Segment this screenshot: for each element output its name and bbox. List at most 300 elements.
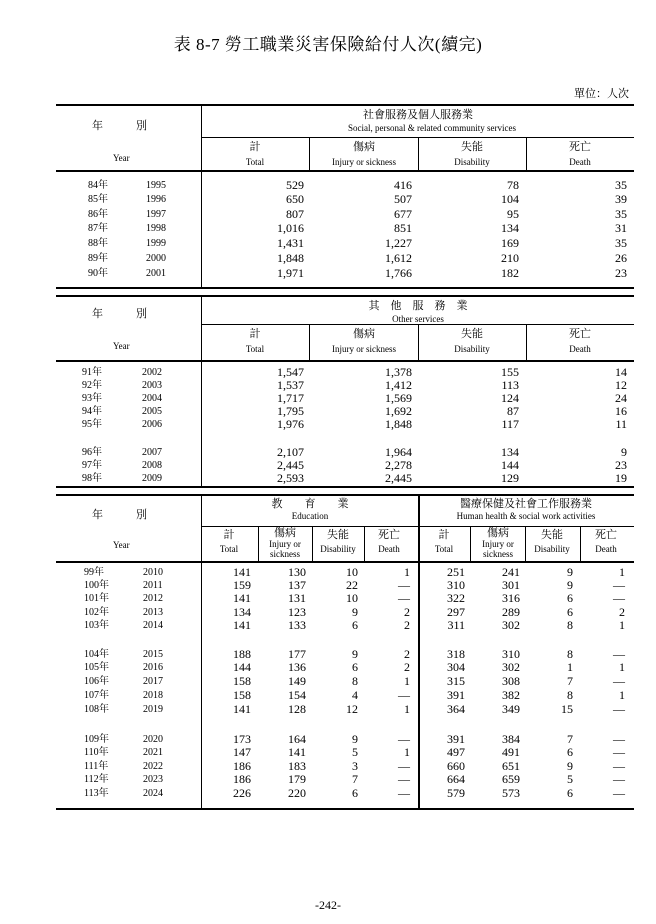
col-header-injury-zh: 傷病: [487, 527, 509, 539]
section-title-zh: 社會服務及個人服務業: [363, 109, 473, 121]
row-year-ad: 1998: [146, 223, 166, 234]
row-year-ad: 2006: [142, 419, 162, 430]
data-cell-edu-disability: 9: [352, 605, 358, 619]
data-cell-death: 24: [615, 391, 627, 405]
data-cell-total: 1,971: [277, 266, 304, 280]
data-cell-health-disability: 8: [567, 647, 573, 661]
row-year-roc: 98年: [82, 473, 102, 484]
section-bottom-rule: [56, 808, 634, 810]
data-cell-health-death: 1: [619, 618, 625, 632]
data-cell-edu-death: —: [398, 786, 410, 800]
data-cell-edu-death: 1: [404, 702, 410, 716]
row-year-ad: 2008: [142, 460, 162, 471]
page-title: 表 8-7 勞工職業災害保險給付人次(續完): [173, 35, 483, 54]
data-cell-edu-death: —: [398, 591, 410, 605]
data-cell-edu-total: 158: [233, 688, 251, 702]
data-cell-injury: 2,278: [385, 458, 412, 472]
data-cell-edu-injury: 154: [288, 688, 306, 702]
data-cell-edu-injury: 123: [288, 605, 306, 619]
data-cell-health-death: 2: [619, 605, 625, 619]
data-cell-edu-total: 144: [233, 660, 251, 674]
row-year-ad: 2020: [143, 734, 163, 745]
data-cell-health-disability: 9: [567, 565, 573, 579]
data-cell-edu-total: 134: [233, 605, 251, 619]
data-cell-disability: 117: [501, 417, 519, 431]
data-cell-health-death: 1: [619, 660, 625, 674]
header-bottom-rule: [56, 360, 634, 362]
data-cell-disability: 113: [501, 378, 519, 392]
data-cell-edu-injury: 133: [288, 618, 306, 632]
data-cell-injury: 1,412: [385, 378, 412, 392]
data-cell-health-injury: 384: [502, 732, 520, 746]
col-header-disability-en: Disability: [534, 544, 570, 554]
header-bottom-rule: [56, 561, 634, 563]
col-header-death-zh: 死亡: [569, 141, 591, 153]
data-cell-health-disability: 6: [567, 591, 573, 605]
section-title-en: Social, personal & related community services: [348, 123, 516, 133]
data-cell-edu-disability: 6: [352, 618, 358, 632]
row-year-ad: 2022: [143, 761, 163, 772]
data-cell-edu-disability: 6: [352, 660, 358, 674]
data-cell-edu-disability: 8: [352, 674, 358, 688]
data-cell-health-death: —: [613, 591, 625, 605]
year-header-en: Year: [113, 153, 130, 163]
data-cell-health-injury: 349: [502, 702, 520, 716]
data-cell-edu-injury: 141: [288, 745, 306, 759]
col-header-total-en: Total: [245, 344, 265, 354]
col-header-death-zh: 死亡: [378, 529, 400, 541]
data-cell-injury: 1,227: [385, 236, 412, 250]
education-title-zh: 教 育 業: [271, 498, 349, 510]
section-title-en: Other services: [392, 314, 444, 324]
health-title-en: Human health & social work activities: [456, 511, 596, 521]
data-cell-injury: 1,378: [385, 365, 412, 379]
row-year-roc: 91年: [82, 367, 102, 378]
data-cell-edu-total: 147: [233, 745, 251, 759]
row-year-roc: 112年: [84, 774, 109, 785]
data-cell-edu-total: 141: [233, 618, 251, 632]
data-cell-edu-death: 2: [404, 605, 410, 619]
data-cell-injury: 1,964: [385, 445, 412, 459]
row-year-roc: 109年: [84, 734, 109, 745]
data-cell-health-death: —: [613, 786, 625, 800]
row-year-ad: 2016: [143, 662, 163, 673]
data-cell-edu-injury: 183: [288, 759, 306, 773]
data-cell-edu-disability: 12: [346, 702, 358, 716]
data-cell-health-death: —: [613, 772, 625, 786]
col-header-injury-zh: 傷病: [353, 328, 375, 340]
data-cell-edu-disability: 9: [352, 732, 358, 746]
data-cell-edu-total: 188: [233, 647, 251, 661]
data-cell-edu-injury: 137: [288, 578, 306, 592]
education-title-en: Education: [291, 511, 329, 521]
data-cell-edu-death: 1: [404, 565, 410, 579]
data-cell-edu-death: —: [398, 688, 410, 702]
row-year-roc: 96年: [82, 447, 102, 458]
col-header-total-en: Total: [434, 544, 454, 554]
data-cell-disability: 169: [501, 236, 519, 250]
data-cell-edu-injury: 164: [288, 732, 306, 746]
year-header-zh: 年 別: [92, 308, 147, 320]
data-cell-edu-total: 186: [233, 772, 251, 786]
data-cell-health-injury: 651: [502, 759, 520, 773]
data-cell-total: 2,445: [277, 458, 304, 472]
data-cell-edu-total: 141: [233, 565, 251, 579]
row-year-roc: 104年: [84, 649, 109, 660]
col-header-injury-en: Injury or sickness: [332, 157, 396, 167]
section-top-rule: [56, 494, 634, 496]
row-year-roc: 92年: [82, 380, 102, 391]
data-cell-health-injury: 289: [502, 605, 520, 619]
data-cell-disability: 144: [501, 458, 519, 472]
row-year-roc: 97年: [82, 460, 102, 471]
data-cell-health-injury: 302: [502, 618, 520, 632]
data-cell-edu-total: 141: [233, 591, 251, 605]
year-column-divider: [201, 104, 202, 287]
data-cell-health-injury: 316: [502, 591, 520, 605]
row-year-roc: 103年: [84, 620, 109, 631]
data-cell-injury: 2,445: [385, 471, 412, 485]
row-year-ad: 2023: [143, 774, 163, 785]
row-year-ad: 2021: [143, 747, 163, 758]
data-cell-health-total: 315: [447, 674, 465, 688]
data-cell-edu-injury: 179: [288, 772, 306, 786]
data-cell-edu-injury: 177: [288, 647, 306, 661]
year-header-en: Year: [113, 540, 130, 550]
data-cell-health-total: 311: [447, 618, 465, 632]
data-cell-health-death: —: [613, 759, 625, 773]
row-year-ad: 2005: [142, 406, 162, 417]
col-header-disability-en: Disability: [454, 344, 490, 354]
col-header-death-zh: 死亡: [569, 328, 591, 340]
row-year-roc: 108年: [84, 704, 109, 715]
data-cell-health-total: 660: [447, 759, 465, 773]
data-cell-health-disability: 6: [567, 605, 573, 619]
row-year-roc: 94年: [82, 406, 102, 417]
data-cell-injury: 416: [394, 178, 412, 192]
data-cell-health-total: 297: [447, 605, 465, 619]
data-cell-edu-death: 1: [404, 674, 410, 688]
col-header-disability-zh: 失能: [461, 141, 483, 153]
page-number: -242-: [315, 898, 341, 912]
row-year-roc: 88年: [88, 238, 108, 249]
col-header-injury-en-1: Injury or: [482, 539, 514, 549]
data-cell-disability: 78: [507, 178, 519, 192]
data-cell-disability: 155: [501, 365, 519, 379]
data-cell-edu-disability: 10: [346, 591, 358, 605]
data-cell-edu-disability: 9: [352, 647, 358, 661]
row-year-ad: 2009: [142, 473, 162, 484]
data-cell-health-disability: 9: [567, 578, 573, 592]
data-cell-death: 35: [615, 236, 627, 250]
data-cell-injury: 1,766: [385, 266, 412, 280]
data-cell-health-injury: 310: [502, 647, 520, 661]
data-cell-health-disability: 9: [567, 759, 573, 773]
section-top-rule: [56, 295, 634, 297]
data-cell-disability: 134: [501, 445, 519, 459]
row-year-ad: 2015: [143, 649, 163, 660]
data-cell-death: 12: [615, 378, 627, 392]
col-header-death-en: Death: [569, 344, 591, 354]
col-header-total-en: Total: [219, 544, 239, 554]
data-cell-edu-disability: 4: [352, 688, 358, 702]
data-cell-injury: 1,612: [385, 251, 412, 265]
row-year-roc: 110年: [84, 747, 109, 758]
data-cell-disability: 129: [501, 471, 519, 485]
col-header-injury-en-1: Injury or: [269, 539, 301, 549]
row-year-ad: 2018: [143, 690, 163, 701]
health-title-zh: 醫療保健及社會工作服務業: [460, 498, 592, 510]
row-year-roc: 107年: [84, 690, 109, 701]
data-cell-health-death: —: [613, 647, 625, 661]
col-header-disability-zh: 失能: [327, 529, 349, 541]
row-year-roc: 84年: [88, 180, 108, 191]
row-year-ad: 2011: [143, 580, 163, 591]
row-year-ad: 2000: [146, 253, 166, 264]
data-cell-health-total: 251: [447, 565, 465, 579]
row-year-ad: 2024: [143, 788, 163, 799]
row-year-roc: 95年: [82, 419, 102, 430]
year-column-divider: [201, 295, 202, 486]
data-cell-edu-injury: 128: [288, 702, 306, 716]
data-cell-total: 1,976: [277, 417, 304, 431]
data-cell-total: 1,431: [277, 236, 304, 250]
row-year-roc: 85年: [88, 194, 108, 205]
data-cell-health-injury: 491: [502, 745, 520, 759]
data-cell-disability: 104: [501, 192, 519, 206]
data-cell-edu-death: —: [398, 732, 410, 746]
row-year-roc: 89年: [88, 253, 108, 264]
section-top-rule: [56, 104, 634, 106]
data-cell-disability: 134: [501, 221, 519, 235]
col-header-total-en: Total: [245, 157, 265, 167]
data-cell-health-total: 322: [447, 591, 465, 605]
data-cell-health-total: 664: [447, 772, 465, 786]
col-header-disability-zh: 失能: [461, 328, 483, 340]
data-cell-edu-injury: 136: [288, 660, 306, 674]
data-cell-total: 650: [286, 192, 304, 206]
data-cell-disability: 210: [501, 251, 519, 265]
col-header-total-zh: 計: [438, 529, 450, 541]
data-cell-health-death: —: [613, 674, 625, 688]
section-bottom-rule: [56, 486, 634, 488]
col-header-injury-en-2: sickness: [270, 549, 300, 559]
col-header-death-en: Death: [378, 544, 400, 554]
row-year-roc: 90年: [88, 268, 108, 279]
data-cell-death: 16: [615, 404, 627, 418]
data-cell-health-death: —: [613, 732, 625, 746]
data-cell-health-injury: 301: [502, 578, 520, 592]
col-header-death-en: Death: [595, 544, 617, 554]
data-cell-death: 39: [615, 192, 627, 206]
row-year-roc: 99年: [84, 567, 104, 578]
data-cell-health-death: —: [613, 578, 625, 592]
data-cell-edu-total: 186: [233, 759, 251, 773]
data-cell-health-total: 318: [447, 647, 465, 661]
data-cell-health-total: 304: [447, 660, 465, 674]
col-header-total-zh: 計: [223, 529, 235, 541]
data-cell-health-death: —: [613, 745, 625, 759]
data-cell-health-injury: 302: [502, 660, 520, 674]
data-cell-total: 1,717: [277, 391, 304, 405]
data-cell-edu-death: —: [398, 578, 410, 592]
unit-label: 單位：人次: [574, 88, 629, 100]
data-cell-death: 14: [615, 365, 627, 379]
data-cell-health-disability: 8: [567, 688, 573, 702]
data-cell-health-total: 391: [447, 732, 465, 746]
row-year-ad: 2001: [146, 268, 166, 279]
data-cell-edu-death: 2: [404, 660, 410, 674]
col-header-total-zh: 計: [249, 141, 261, 153]
data-cell-death: 35: [615, 178, 627, 192]
data-cell-health-total: 364: [447, 702, 465, 716]
data-cell-edu-death: —: [398, 772, 410, 786]
col-header-injury-zh: 傷病: [353, 141, 375, 153]
data-cell-total: 2,593: [277, 471, 304, 485]
col-header-injury-en: Injury or sickness: [332, 344, 396, 354]
row-year-roc: 86年: [88, 209, 108, 220]
data-cell-edu-total: 159: [233, 578, 251, 592]
data-cell-total: 1,795: [277, 404, 304, 418]
data-cell-edu-disability: 22: [346, 578, 358, 592]
data-cell-edu-total: 158: [233, 674, 251, 688]
row-year-ad: 2019: [143, 704, 163, 715]
row-year-roc: 93年: [82, 393, 102, 404]
data-cell-health-death: 1: [619, 688, 625, 702]
data-cell-health-disability: 6: [567, 745, 573, 759]
data-cell-health-total: 579: [447, 786, 465, 800]
data-cell-total: 1,537: [277, 378, 304, 392]
row-year-roc: 101年: [84, 593, 109, 604]
row-year-roc: 113年: [84, 788, 109, 799]
data-cell-health-total: 310: [447, 578, 465, 592]
year-header-zh: 年 別: [92, 120, 147, 132]
data-cell-total: 1,848: [277, 251, 304, 265]
data-cell-edu-death: —: [398, 759, 410, 773]
row-year-ad: 2012: [143, 593, 163, 604]
data-cell-death: 23: [615, 266, 627, 280]
data-cell-death: 9: [621, 445, 627, 459]
data-cell-health-disability: 7: [567, 732, 573, 746]
row-year-roc: 100年: [84, 580, 109, 591]
data-cell-death: 35: [615, 207, 627, 221]
data-cell-health-disability: 8: [567, 618, 573, 632]
data-cell-edu-injury: 220: [288, 786, 306, 800]
data-cell-disability: 87: [507, 404, 519, 418]
data-cell-injury: 1,569: [385, 391, 412, 405]
data-cell-death: 11: [615, 417, 627, 431]
row-year-roc: 87年: [88, 223, 108, 234]
data-cell-edu-death: 1: [404, 745, 410, 759]
data-cell-edu-death: 2: [404, 618, 410, 632]
data-cell-death: 19: [615, 471, 627, 485]
year-header-zh: 年 別: [92, 509, 147, 521]
data-cell-edu-disability: 6: [352, 786, 358, 800]
data-cell-injury: 1,692: [385, 404, 412, 418]
row-year-ad: 2003: [142, 380, 162, 391]
row-year-ad: 1997: [146, 209, 166, 220]
row-year-ad: 1996: [146, 194, 166, 205]
col-header-death-en: Death: [569, 157, 591, 167]
row-year-ad: 2013: [143, 607, 163, 618]
data-cell-edu-death: 2: [404, 647, 410, 661]
data-cell-health-disability: 5: [567, 772, 573, 786]
row-year-ad: 2017: [143, 676, 163, 687]
row-year-roc: 106年: [84, 676, 109, 687]
data-cell-injury: 851: [394, 221, 412, 235]
data-cell-health-injury: 382: [502, 688, 520, 702]
data-cell-health-total: 391: [447, 688, 465, 702]
data-cell-injury: 677: [394, 207, 412, 221]
data-cell-edu-disability: 3: [352, 759, 358, 773]
data-cell-health-disability: 1: [567, 660, 573, 674]
data-cell-edu-injury: 149: [288, 674, 306, 688]
data-cell-total: 1,016: [277, 221, 304, 235]
col-header-disability-en: Disability: [320, 544, 356, 554]
data-cell-health-injury: 573: [502, 786, 520, 800]
col-header-injury-zh: 傷病: [274, 527, 296, 539]
section-bottom-rule: [56, 287, 634, 289]
data-cell-death: 26: [615, 251, 627, 265]
data-cell-edu-disability: 7: [352, 772, 358, 786]
row-year-ad: 2007: [142, 447, 162, 458]
data-cell-health-injury: 241: [502, 565, 520, 579]
data-cell-health-disability: 6: [567, 786, 573, 800]
header-bottom-rule: [56, 170, 634, 172]
data-cell-disability: 124: [501, 391, 519, 405]
data-cell-total: 529: [286, 178, 304, 192]
col-header-disability-zh: 失能: [541, 529, 563, 541]
data-cell-edu-disability: 5: [352, 745, 358, 759]
data-cell-health-total: 497: [447, 745, 465, 759]
data-cell-edu-injury: 130: [288, 565, 306, 579]
row-year-ad: 2014: [143, 620, 163, 631]
data-cell-health-disability: 7: [567, 674, 573, 688]
year-header-en: Year: [113, 341, 130, 351]
row-year-ad: 2010: [143, 567, 163, 578]
data-cell-total: 807: [286, 207, 304, 221]
data-cell-death: 23: [615, 458, 627, 472]
col-header-total-zh: 計: [249, 328, 261, 340]
data-cell-total: 2,107: [277, 445, 304, 459]
row-year-ad: 1995: [146, 180, 166, 191]
data-cell-injury: 507: [394, 192, 412, 206]
row-year-roc: 102年: [84, 607, 109, 618]
col-header-injury-en-2: sickness: [483, 549, 513, 559]
data-cell-disability: 95: [507, 207, 519, 221]
data-cell-edu-total: 173: [233, 732, 251, 746]
data-cell-health-injury: 308: [502, 674, 520, 688]
data-cell-injury: 1,848: [385, 417, 412, 431]
row-year-ad: 2004: [142, 393, 162, 404]
row-year-ad: 1999: [146, 238, 166, 249]
data-cell-disability: 182: [501, 266, 519, 280]
section-title-zh: 其 他 服 務 業: [368, 300, 468, 312]
data-cell-edu-total: 226: [233, 786, 251, 800]
row-year-roc: 105年: [84, 662, 109, 673]
data-cell-edu-total: 141: [233, 702, 251, 716]
row-year-ad: 2002: [142, 367, 162, 378]
data-cell-death: 31: [615, 221, 627, 235]
data-cell-health-death: 1: [619, 565, 625, 579]
col-header-disability-en: Disability: [454, 157, 490, 167]
data-cell-total: 1,547: [277, 365, 304, 379]
col-header-death-zh: 死亡: [595, 529, 617, 541]
data-cell-edu-disability: 10: [346, 565, 358, 579]
data-cell-health-injury: 659: [502, 772, 520, 786]
data-cell-edu-injury: 131: [288, 591, 306, 605]
data-cell-health-death: —: [613, 702, 625, 716]
